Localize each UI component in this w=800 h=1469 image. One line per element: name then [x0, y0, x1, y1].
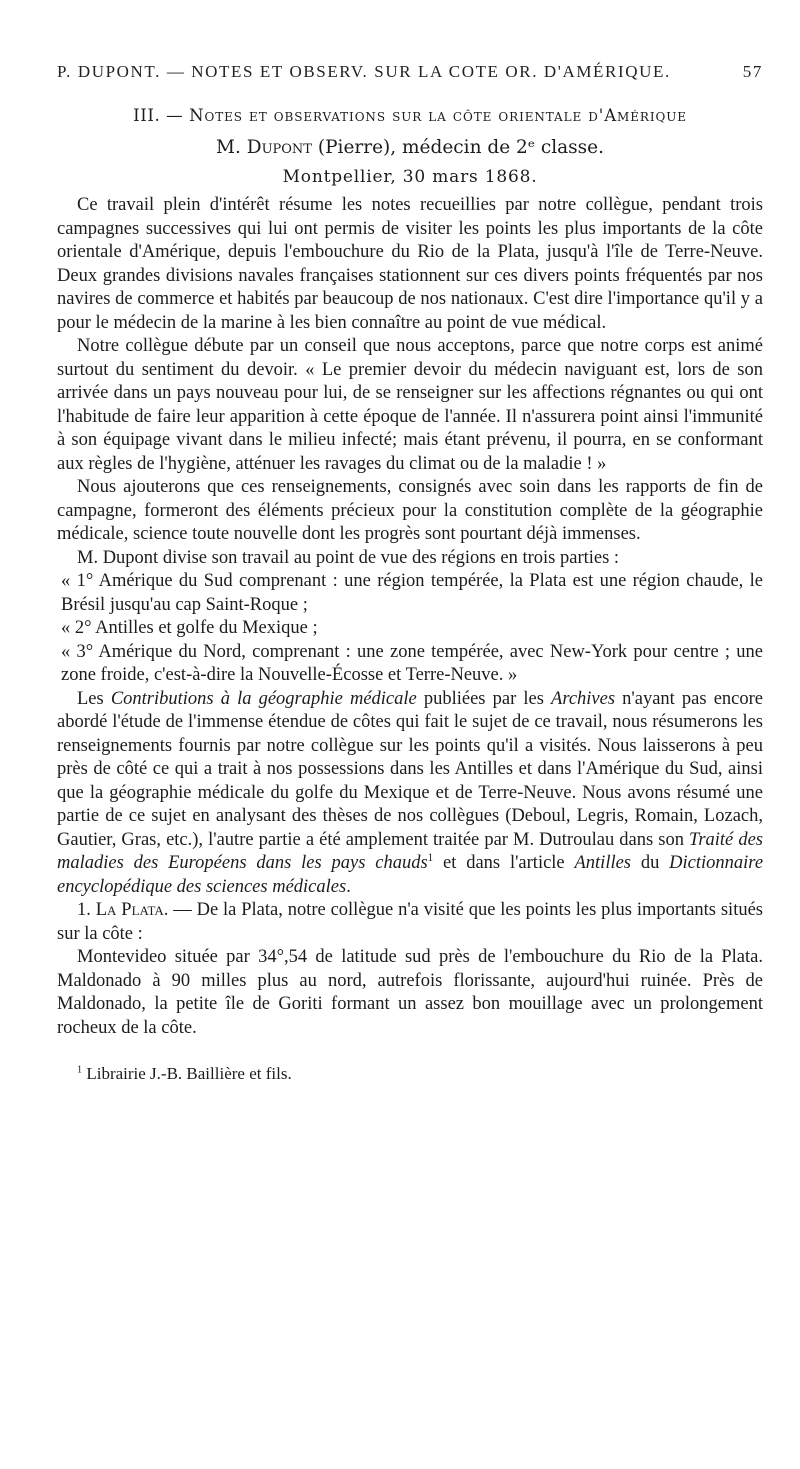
page-number: 57 — [742, 62, 763, 81]
list-item-3: « 3° Amérique du Nord, comprenant : une zone tempérée, avec New-York pour centre ; une zone froide, c'est-à-dire la Nouvelle-Écosse et Terre-Neuve. » — [61, 641, 763, 685]
p5-italic-archives: Archives — [551, 688, 616, 709]
p6-heading: La Plata. — [95, 900, 169, 920]
running-head — [57, 55, 763, 89]
p5-italic-antilles: Antilles — [574, 853, 632, 873]
p5-text-c: n'ayant pas encore abordé l'étude de l'immense étendue de côtes qui fait le sujet de ce travail, nous résumerons les renseignements fournis par notre collègue sur les points qu'il a visités. Nous laisserons à peu près de côté ce qui a trait à nos possessions dans les Antilles et dans l'Amérique du Sud, ainsi que la géographie médicale du golfe du Mexique et de Terre-Neuve. Nous avons résumé une partie de ce sujet en analysant des thèses de nos collègues (Deboul, Legris, Romain, Lozach, Gautier, Gras, etc.), l'autre partie a été amplement traitée par M. Dutroulau dans son — [57, 688, 763, 850]
paragraph-5 — [57, 688, 763, 900]
paragraph-4: M. Dupont divise son travail au point de vue des régions en trois parties : — [77, 547, 620, 568]
paragraph-1: Ce travail plein d'intérêt résume les notes recueillies par notre collègue, pendant trois campagnes successives qui lui ont permis de visiter les points les plus importants de la côte orientale d'Amérique, depuis l'embouchure du Rio de la Plata, jusqu'à l'île de Terre-Neuve. Deux grandes divisions navales françaises stationnent sur ces divers points fréquentés par nos navires de commerce et habités par beaucoup de nos nationaux. C'est dire l'importance qu'il y a pour le médecin de la marine à les bien connaître au point de vue médical. — [57, 195, 763, 333]
dateline: Montpellier, 30 mars 1868. — [282, 167, 538, 187]
author-prefix: M. — [216, 137, 241, 158]
author-details: (Pierre), médecin de 2ᵉ classe. — [317, 137, 604, 158]
paragraph-6 — [57, 899, 763, 946]
p5-text-f: . — [346, 876, 351, 897]
p5-text-a: Les — [77, 688, 104, 709]
footnote-ref: 1 — [427, 851, 434, 864]
document-page — [57, 55, 763, 1085]
footnote — [57, 1063, 763, 1085]
list-item-2: « 2° Antilles et golfe du Mexique ; — [61, 618, 318, 638]
body-text — [57, 194, 763, 1040]
footnote-mark: 1 — [77, 1064, 83, 1076]
running-head-title: P. DUPONT. — NOTES ET OBSERV. SUR LA COTE OR. D'AMÉRIQUE. — [57, 62, 671, 81]
paragraph-3: Nous ajouterons que ces renseignements, consignés avec soin dans les rapports de fin de campagne, formeront des éléments précieux pour la constitution complète de la géographie médicale, science toute nouvelle dont les progrès sont pourtant déjà immenses. — [57, 477, 763, 544]
section-heading: Notes et observations sur la côte orientale d'Amérique — [189, 106, 687, 125]
p5-italic-dictionnaire: Dictionnaire encyclopédique des sciences médicales — [57, 853, 764, 897]
p5-text-e: du — [640, 853, 660, 873]
p5-italic-traite: Traité des maladies des Européens dans les pays chauds — [57, 829, 763, 873]
p5-text-b: publiées par les — [423, 688, 544, 709]
section-title — [57, 103, 763, 128]
p6-text: — De la Plata, notre collègue n'a visité que les points les plus importants situés sur la côte : — [57, 900, 763, 944]
footnote-text: Librairie J.-B. Baillière et fils. — [86, 1064, 292, 1083]
section-number: III. — — [133, 106, 184, 125]
author-line — [57, 133, 763, 163]
list-item-1: « 1° Amérique du Sud comprenant : une région tempérée, la Plata est une région chaude, le Brésil jusqu'au cap Saint-Roque ; — [61, 571, 763, 615]
author-surname: Dupont — [246, 137, 312, 158]
paragraph-2: Notre collègue débute par un conseil que nous acceptons, parce que notre corps est animé surtout du sentiment du devoir. « Le premier devoir du médecin naviguant est, lors de son arrivée dans un pays nouveau pour lui, de se renseigner sur les affections régnantes ou qui ont l'habitude de faire leur apparition à cette époque de l'année. Il n'assurera point ainsi l'immunité à son équipage vivant dans le milieu infecté; mais étant prévenu, il pourra, en se conformant aux règles de l'hygiène, atténuer les ravages du climat ou de la maladie ! » — [57, 336, 763, 474]
p5-text-d: et dans l'article — [443, 853, 565, 873]
p5-italic-contributions: Contributions à la géographie médicale — [110, 688, 417, 709]
paragraph-7: Montevideo située par 34°,54 de latitude sud près de l'embouchure du Rio de la Plata. Maldonado à 90 milles plus au nord, autrefois florissante, aujourd'hui ruinée. Près de Maldonado, la petite île de Goriti formant un assez bon mouillage avec un prolongement rocheux de la côte. — [57, 947, 763, 1038]
p6-number: 1. — [77, 900, 91, 920]
